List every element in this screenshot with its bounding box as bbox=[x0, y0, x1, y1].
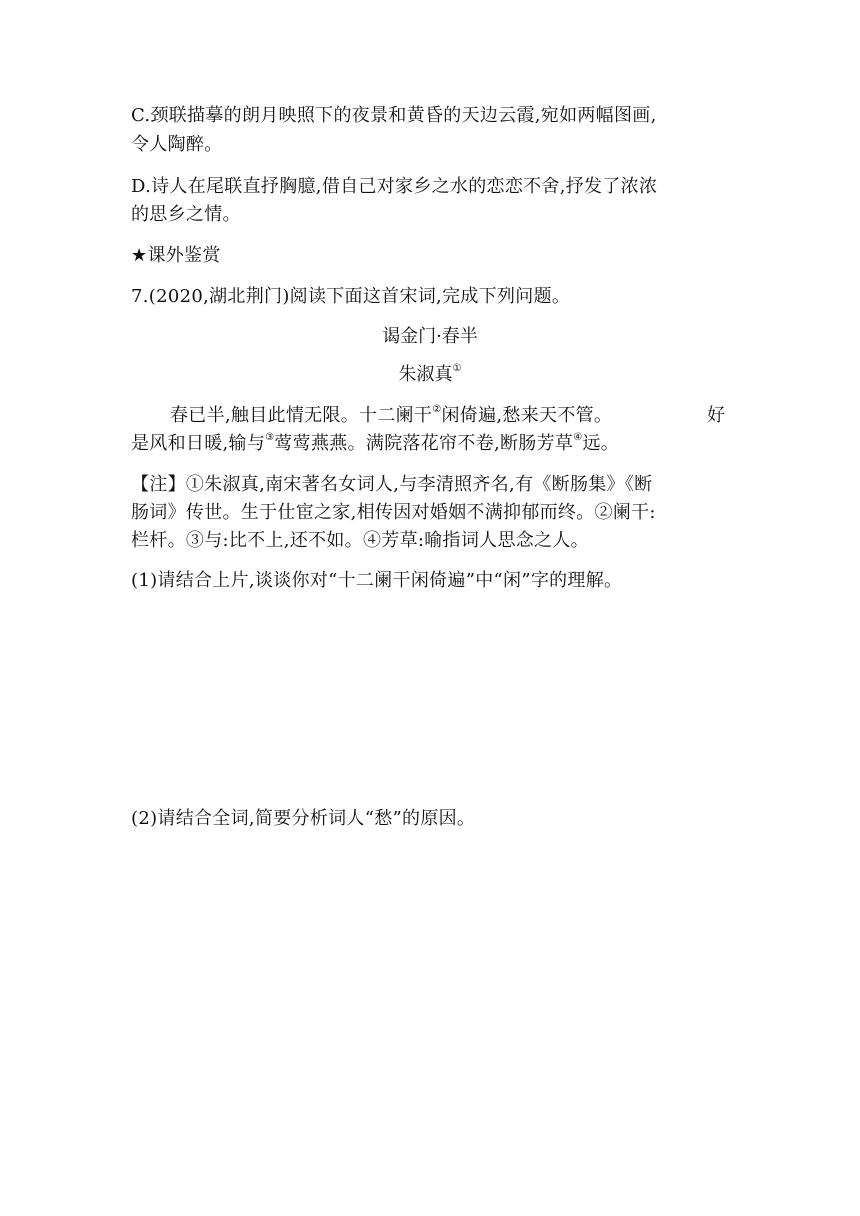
note-line-1: 【注】①朱淑真,南宋著名女词人,与李清照齐名,有《断肠集》《断 bbox=[131, 474, 653, 495]
section-heading bbox=[131, 243, 221, 269]
section-label: 课外鉴赏 bbox=[147, 245, 221, 266]
poem-author-name: 朱淑真 bbox=[398, 364, 453, 385]
footnote-ref: ② bbox=[432, 404, 442, 415]
footnote-ref: ③ bbox=[265, 432, 275, 443]
footnote-ref: ① bbox=[452, 363, 462, 374]
poem-text: 莺莺燕燕。满院落花帘不卷,断肠芳草 bbox=[274, 433, 574, 454]
poem-line-2 bbox=[131, 431, 619, 457]
option-d-line-1: D.诗人在尾联直抒胸臆,借自己对家乡之水的恋恋不舍,抒发了浓浓 bbox=[131, 176, 658, 197]
subquestion-1: (1)请结合上片,谈谈你对“十二阑干闲倚遍”中“闲”字的理解。 bbox=[131, 570, 623, 591]
poem-title: 谒金门·春半 bbox=[382, 326, 478, 347]
question-stem: 7.(2020,湖北荆门)阅读下面这首宋词,完成下列问题。 bbox=[131, 286, 571, 307]
poem-text: 是风和日暖,输与 bbox=[131, 433, 266, 454]
footnote-ref: ④ bbox=[573, 432, 583, 443]
star-icon: ★ bbox=[131, 245, 148, 266]
option-d-line-2: 的思乡之情。 bbox=[131, 204, 241, 225]
option-c-line-2: 令人陶醉。 bbox=[131, 134, 223, 155]
poem-author bbox=[0, 362, 860, 388]
poem-line-1 bbox=[170, 403, 612, 429]
note-line-2: 肠词》传世。生于仕宦之家,相传因对婚姻不满抑郁而终。②阑干: bbox=[131, 502, 656, 523]
option-c-line-1: C.颈联描摹的朗月映照下的夜景和黄昏的天边云霞,宛如两幅图画, bbox=[131, 105, 657, 126]
subquestion-2: (2)请结合全词,简要分析词人“愁”的原因。 bbox=[131, 808, 476, 829]
poem-text: 远。 bbox=[582, 433, 620, 454]
poem-line-1-tail: 好 bbox=[707, 405, 726, 426]
poem-text: 春已半,触目此情无限。十二阑干 bbox=[170, 405, 433, 426]
note-line-3: 栏杆。③与:比不上,还不如。④芳草:喻指词人思念之人。 bbox=[131, 530, 589, 551]
poem-text: 闲倚遍,愁来天不管。 bbox=[441, 405, 613, 426]
